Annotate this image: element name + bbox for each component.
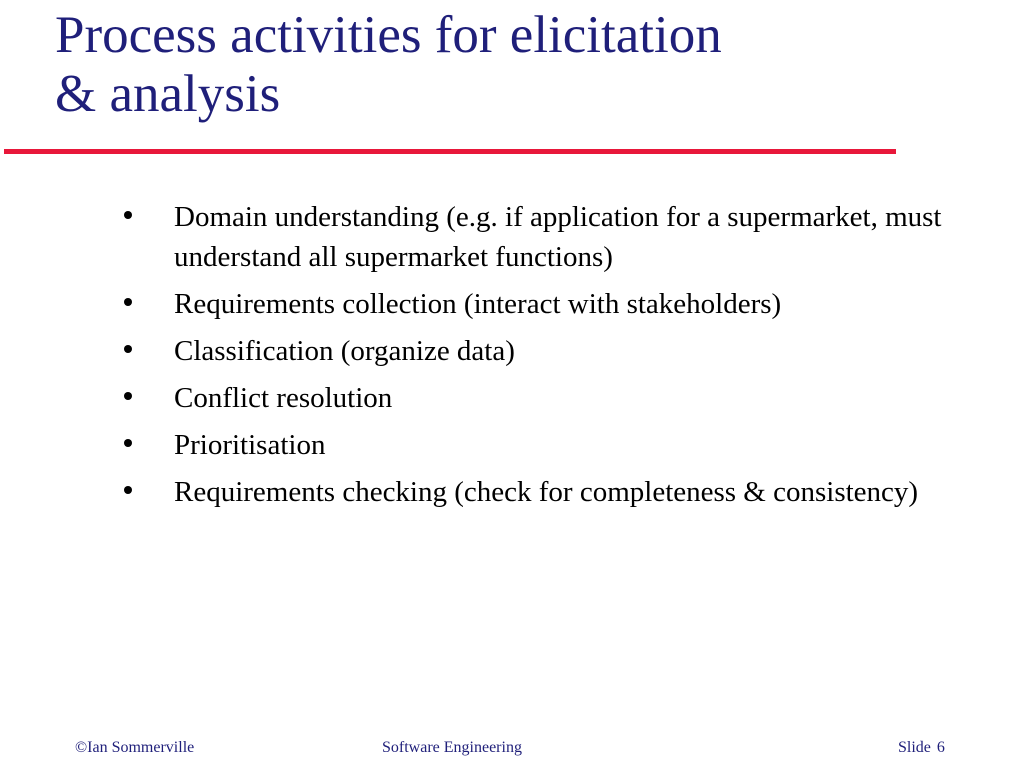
- bullet-item-prioritisation: [124, 425, 984, 465]
- slide-number: 6: [936, 739, 945, 756]
- slide-label: Slide: [898, 739, 931, 756]
- bullet-text: Requirements collection (interact with stakeholders): [174, 288, 782, 320]
- footer-slide-number: [898, 738, 945, 758]
- bullet-item-requirements-collection: [124, 284, 984, 324]
- bullet-dot-icon: [124, 211, 132, 219]
- bullet-dot-icon: [124, 392, 132, 400]
- bullet-dot-icon: [124, 345, 132, 353]
- bullet-item-requirements-checking: [124, 472, 984, 512]
- title-underline-rule: [4, 149, 896, 154]
- footer-course: Software Engineering: [382, 739, 522, 756]
- bullet-dot-icon: [124, 486, 132, 494]
- bullet-text: Domain understanding (e.g. if application for a supermarket, must understand all supermarket functions): [174, 201, 942, 273]
- bullet-list: [124, 197, 984, 519]
- bullet-text: Requirements checking (check for completeness & consistency): [174, 476, 919, 508]
- bullet-text: Conflict resolution: [174, 382, 393, 414]
- bullet-dot-icon: [124, 439, 132, 447]
- footer-author: ©Ian Sommerville: [75, 739, 195, 756]
- bullet-item-domain-understanding: [124, 197, 984, 277]
- slide-title: [55, 6, 955, 125]
- bullet-item-conflict-resolution: [124, 378, 984, 418]
- bullet-dot-icon: [124, 298, 132, 306]
- bullet-text: Classification (organize data): [174, 335, 515, 367]
- bullet-item-classification: [124, 331, 984, 371]
- bullet-text: Prioritisation: [174, 429, 326, 461]
- title-line-1: Process activities for elicitation: [55, 6, 722, 64]
- title-line-2: & analysis: [55, 65, 281, 124]
